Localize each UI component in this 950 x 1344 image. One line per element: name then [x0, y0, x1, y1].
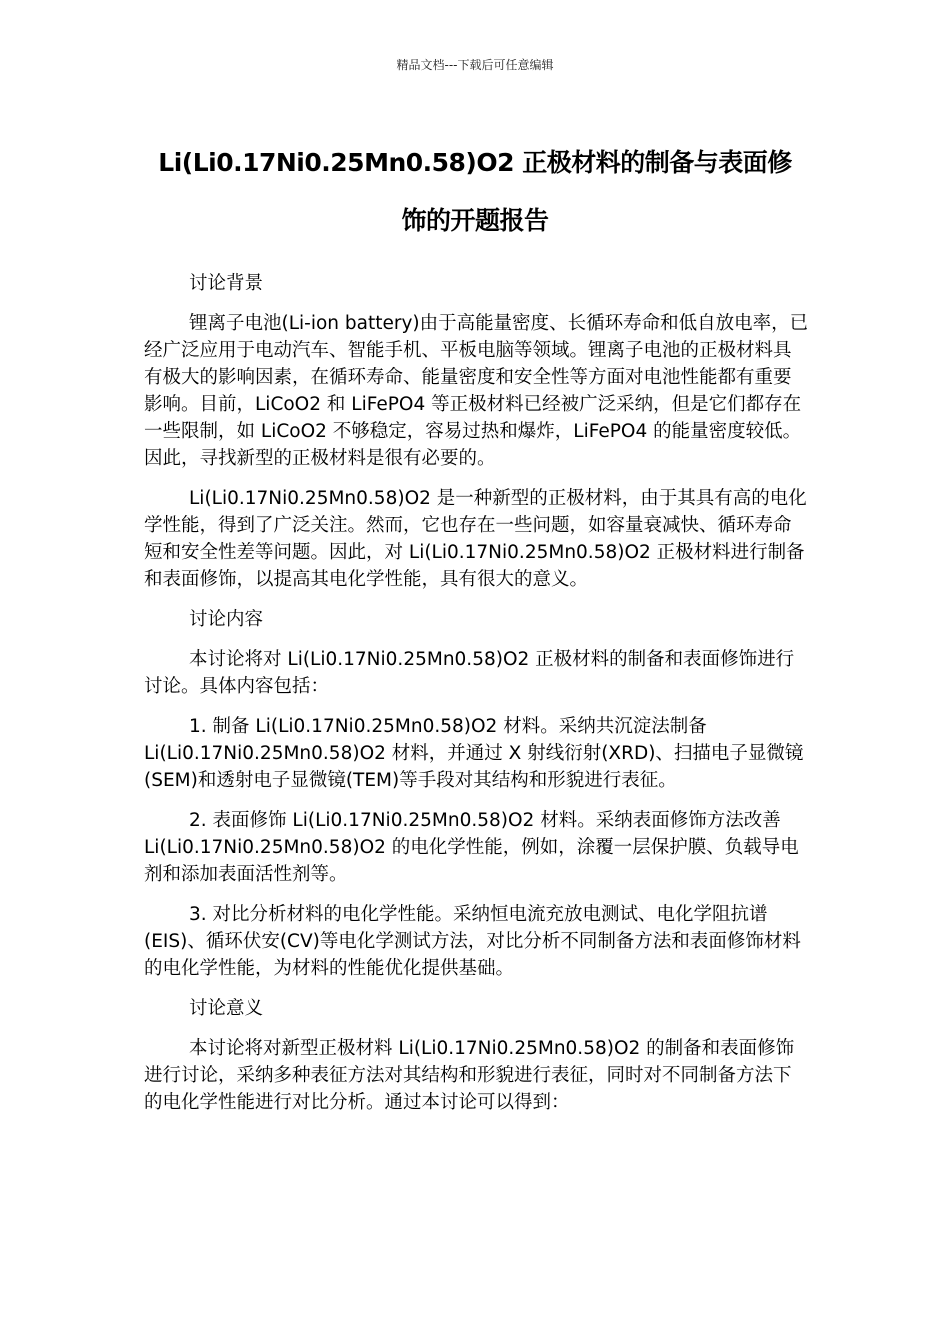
paragraph: Li(Li0.17Ni0.25Mn0.58)O2 是一种新型的正极材料，由于其具有高的电化学性能，得到了广泛关注。然而，它也存在一些问题，如容量衰减快、循环寿命短和安全性差等问题。因此，对 Li(Li0.17Ni0.25Mn0.58)O2 正极材料进行制备和表面修饰，以提高其电化学性能，具有很大的意义。: [144, 488, 807, 590]
list-item-1: 1. 制备 Li(Li0.17Ni0.25Mn0.58)O2 材料。采纳共沉淀法制备 Li(Li0.17Ni0.25Mn0.58)O2 材料，并通过 X 射线衍射(XRD)、扫描电子显微镜(SEM)和透射电子显微镜(TEM)等手段对其结构和形貌进行表征。: [144, 716, 804, 791]
paragraph: 锂离子电池(Li-ion battery)由于高能量密度、长循环寿命和低自放电率，已经广泛应用于电动汽车、智能手机、平板电脑等领域。锂离子电池的正极材料具有极大的影响因素，在循环寿命、能量密度和安全性等方面对电池性能都有重要影响。目前，LiCoO2 和 LiFePO4 等正极材料已经被广泛采纳，但是它们都存在一些限制，如 LiCoO2 不够稳定，容易过热和爆炸，LiFePO4 的能量密度较低。因此，寻找新型的正极材料是很有必要的。: [144, 313, 809, 469]
document-body: [144, 270, 809, 1129]
list-item-2: 2. 表面修饰 Li(Li0.17Ni0.25Mn0.58)O2 材料。采纳表面修饰方法改善 Li(Li0.17Ni0.25Mn0.58)O2 的电化学性能，例如，涂覆一层保护膜、负载导电剂和添加表面活性剂等。: [144, 810, 799, 885]
list-item-3: 3. 对比分析材料的电化学性能。采纳恒电流充放电测试、电化学阻抗谱(EIS)、循环伏安(CV)等电化学测试方法，对比分析不同制备方法和表面修饰材料的电化学性能，为材料的性能优化提供基础。: [144, 904, 801, 979]
paragraph: 本讨论将对新型正极材料 Li(Li0.17Ni0.25Mn0.58)O2 的制备和表面修饰进行讨论，采纳多种表征方法对其结构和形貌进行表征，同时对不同制备方法下的电化学性能进行对比分析。通过本讨论可以得到：: [144, 1038, 795, 1113]
title-line-1: Li(Li0.17Ni0.25Mn0.58)O2 正极材料的制备与表面修: [158, 148, 792, 177]
page-header: 精品文档---下载后可任意编辑: [396, 58, 554, 72]
document-title: [120, 134, 830, 250]
title-line-2: 饰的开题报告: [401, 206, 549, 235]
section-heading-background: 讨论背景: [189, 273, 264, 294]
section-heading-content: 讨论内容: [189, 609, 264, 630]
section-heading-significance: 讨论意义: [189, 998, 264, 1019]
paragraph: 本讨论将对 Li(Li0.17Ni0.25Mn0.58)O2 正极材料的制备和表面修饰进行讨论。具体内容包括：: [144, 649, 795, 697]
